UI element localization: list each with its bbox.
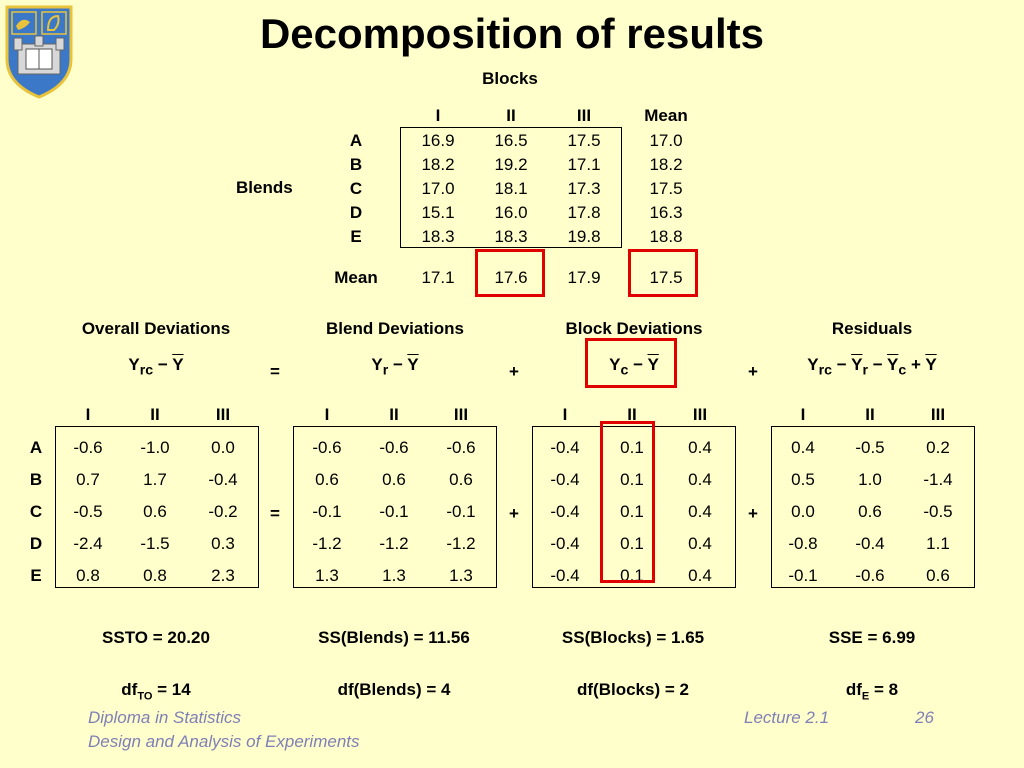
deviation-cell: -0.4 [550,566,580,585]
sum-of-squares: SS(Blocks) = 1.65 [561,628,705,647]
section-formula: $Y_c - \overline{Y}$ [609,355,659,379]
deviation-cell: 0.1 [620,502,644,521]
deviation-cell: -0.1 [379,502,409,521]
block-ii-column-highlight [600,421,655,583]
section-heading: Overall Deviations [81,319,231,338]
deviation-cell: -1.2 [312,534,342,553]
operator-symbol: + [509,504,519,523]
top-table-cell: 18.1 [494,179,528,198]
deviation-cell: 0.6 [858,502,882,521]
sum-of-squares: SS(Blends) = 11.56 [318,628,470,647]
top-table-cell: 17.0 [421,179,455,198]
dev-col-header: I [324,405,330,424]
top-table-cell: 18.2 [649,155,683,174]
deviation-cell: -0.6 [855,566,885,585]
mean-value: 17.6 [494,268,528,287]
deviation-cell: -0.5 [855,438,885,457]
deviation-cell: -2.4 [73,534,103,553]
degrees-of-freedom: $df_{TO} = 14$ [121,680,191,703]
deviation-cell: 0.1 [620,438,644,457]
deviation-cell: 0.6 [449,470,473,489]
degrees-of-freedom: df(Blocks) = 2 [577,680,689,699]
deviation-cell: 1.3 [449,566,473,585]
deviation-cell: 0.4 [791,438,815,457]
top-table-cell: 17.5 [649,179,683,198]
section-formula: $Y_{rc} - \overline{Y}_r - \overline{Y}_c + \overline{Y}$ [807,355,937,379]
top-row-label: C [349,179,363,198]
dev-col-header: I [800,405,806,424]
deviation-cell: -0.6 [73,438,103,457]
footer-page-number: 26 [915,708,934,727]
top-table-cell: 16.5 [494,131,528,150]
footer-module: Design and Analysis of Experiments [88,732,360,751]
top-col-header: I [435,106,441,125]
deviation-cell: 0.4 [688,470,712,489]
operator-symbol: + [509,362,519,381]
deviation-cell: -0.4 [550,534,580,553]
dev-col-header: II [150,405,160,424]
mean-row-label: Mean [334,268,378,287]
deviation-cell: 0.4 [688,566,712,585]
top-row-label: B [349,155,363,174]
top-row-label: A [349,131,363,150]
dev-col-header: III [453,405,469,424]
deviation-cell: 1.3 [315,566,339,585]
grand-mean-highlight [628,249,698,297]
dev-col-header: III [215,405,231,424]
footer-course: Diploma in Statistics [88,708,242,727]
sum-of-squares: SSE = 6.99 [828,628,916,647]
top-table-cell: 17.3 [567,179,601,198]
top-table-cell: 16.3 [649,203,683,222]
degrees-of-freedom: $df_E = 8$ [845,680,899,703]
sum-of-squares: SSTO = 20.20 [102,628,210,647]
dev-col-header: III [930,405,946,424]
deviation-cell: 0.1 [620,470,644,489]
deviation-cell: -0.6 [379,438,409,457]
deviation-cell: -1.2 [446,534,476,553]
top-col-header: III [576,106,592,125]
dev-row-label: B [29,470,43,489]
deviation-cell: -0.1 [788,566,818,585]
top-table-cell: 17.5 [567,131,601,150]
top-table-cell: 18.2 [421,155,455,174]
deviation-cell: 0.6 [382,470,406,489]
top-table-cell: 18.3 [494,227,528,246]
deviation-cell: 1.0 [858,470,882,489]
deviation-cell: -0.1 [312,502,342,521]
operator-symbol: + [748,362,758,381]
top-table-cell: 17.8 [567,203,601,222]
deviation-cell: -0.4 [855,534,885,553]
operator-symbol: = [270,504,280,523]
deviation-cell: 0.8 [76,566,100,585]
deviation-cell: 1.7 [143,470,167,489]
deviation-cell: -0.6 [312,438,342,457]
mean-value: 17.9 [567,268,601,287]
operator-symbol: + [748,504,758,523]
deviation-cell: 0.7 [76,470,100,489]
top-table-cell: 19.8 [567,227,601,246]
deviation-cell: 0.4 [688,438,712,457]
deviation-cell: 0.8 [143,566,167,585]
deviation-cell: -1.2 [379,534,409,553]
block-ii-mean-highlight [475,249,545,297]
top-table-cell: 17.1 [567,155,601,174]
top-table-cell: 19.2 [494,155,528,174]
blocks-label: Blocks [482,69,538,88]
dev-col-header: II [389,405,399,424]
mean-value: 17.1 [421,268,455,287]
dev-col-header: I [85,405,91,424]
deviation-cell: 0.3 [211,534,235,553]
deviation-cell: 0.1 [620,566,644,585]
degrees-of-freedom: df(Blends) = 4 [337,680,451,699]
deviation-cell: -1.0 [140,438,170,457]
section-heading: Blend Deviations [326,319,464,338]
deviation-cell: 0.6 [315,470,339,489]
deviation-cell: 0.6 [143,502,167,521]
top-table-cell: 16.0 [494,203,528,222]
top-table-cell: 17.0 [649,131,683,150]
section-formula: $Y_{rc} - \overline{Y}$ [128,355,184,379]
top-col-header: II [506,106,516,125]
deviation-cell: -0.6 [446,438,476,457]
section-heading: Residuals [831,319,913,338]
deviation-cell: -0.5 [923,502,953,521]
deviation-cell: 0.0 [211,438,235,457]
deviation-cell: -0.4 [208,470,238,489]
top-table-cell: 16.9 [421,131,455,150]
top-table-cell: 15.1 [421,203,455,222]
deviation-cell: -1.5 [140,534,170,553]
deviation-cell: -0.2 [208,502,238,521]
footer-lecture: Lecture 2.1 [744,708,830,727]
dev-row-label: C [29,502,43,521]
deviation-cell: -1.4 [923,470,953,489]
dev-row-label: D [29,534,43,553]
dev-col-header: II [865,405,875,424]
dev-col-header: II [627,405,637,424]
top-table-cell: 18.8 [649,227,683,246]
deviation-cell: -0.8 [788,534,818,553]
dev-row-label: E [30,566,42,585]
deviation-cell: 1.3 [382,566,406,585]
deviation-cell: 0.4 [688,534,712,553]
deviation-cell: 1.1 [926,534,950,553]
deviation-cell: 2.3 [211,566,235,585]
deviation-cell: 0.1 [620,534,644,553]
deviation-cell: -0.1 [446,502,476,521]
section-formula: $Y_r - \overline{Y}$ [371,355,419,379]
deviation-cell: 0.0 [791,502,815,521]
deviation-cell: 0.6 [926,566,950,585]
top-row-label: D [349,203,363,222]
top-table-border [400,127,622,248]
operator-symbol: = [270,362,280,381]
top-row-label: E [350,227,362,246]
deviation-cell: -0.4 [550,470,580,489]
dev-col-header: I [562,405,568,424]
deviation-cell: -0.4 [550,502,580,521]
dev-col-header: III [692,405,708,424]
mean-value: 17.5 [649,268,683,287]
top-table-cell: 18.3 [421,227,455,246]
deviation-cell: 0.4 [688,502,712,521]
top-col-header: Mean [644,106,688,125]
dev-row-label: A [29,438,43,457]
slide-title: Decomposition of results [259,10,765,57]
deviation-cell: 0.2 [926,438,950,457]
blends-label: Blends [236,178,293,197]
deviation-cell: -0.4 [550,438,580,457]
deviation-cell: 0.5 [791,470,815,489]
block-deviation-formula-highlight [585,338,677,388]
deviation-cell: -0.5 [73,502,103,521]
section-heading: Block Deviations [565,319,703,338]
